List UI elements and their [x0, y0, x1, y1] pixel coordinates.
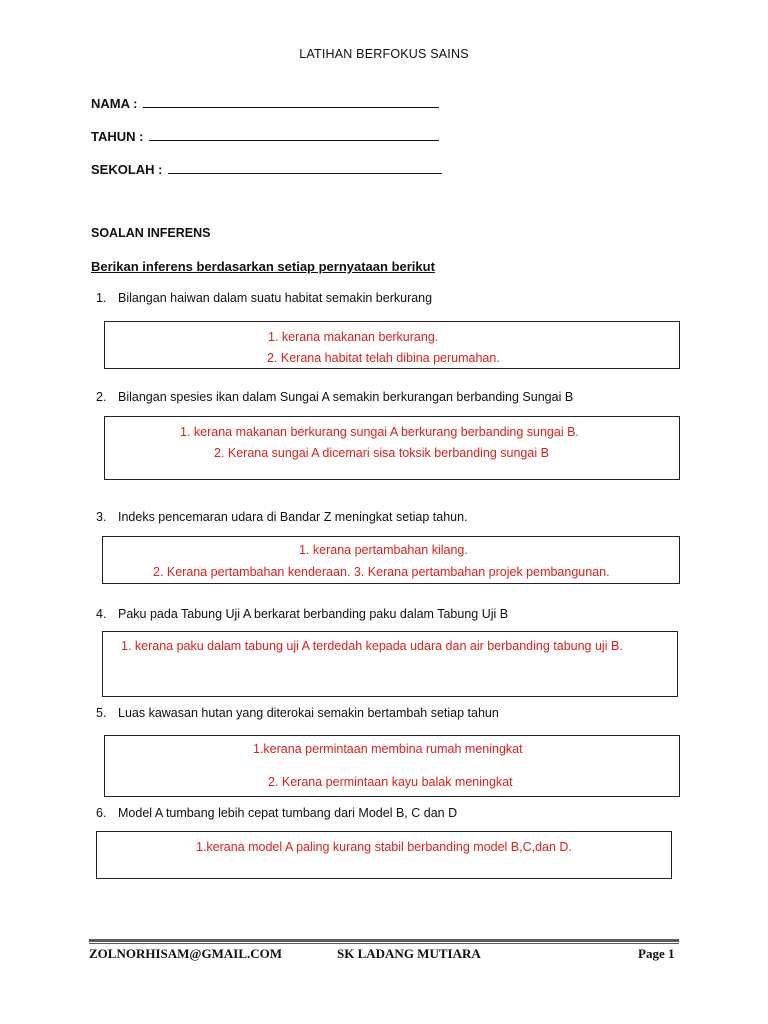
question-number: 4.	[96, 607, 107, 621]
footer-email: ZOLNORHISAM@GMAIL.COM	[89, 946, 283, 961]
answer-box-2[interactable]	[104, 416, 680, 480]
nama-label: NAMA :	[91, 96, 138, 111]
question-number: 6.	[96, 806, 107, 820]
question-number: 5.	[96, 706, 107, 720]
question-3	[96, 510, 468, 524]
question-text: Paku pada Tabung Uji A berkarat berbanding paku dalam Tabung Uji B	[118, 607, 509, 621]
sekolah-label: SEKOLAH :	[91, 162, 163, 177]
answer-line: 1. kerana pertambahan kilang.	[299, 543, 468, 557]
answer-line: 1.kerana permintaan membina rumah meningkat	[253, 742, 523, 756]
sekolah-blank-line[interactable]	[168, 161, 442, 174]
answer-box-4[interactable]	[102, 631, 678, 697]
sekolah-field	[91, 161, 442, 177]
answer-line: 1. kerana makanan berkurang sungai A berkurang berbanding sungai B.	[180, 425, 579, 439]
question-text: Bilangan haiwan dalam suatu habitat semakin berkurang	[118, 291, 433, 305]
question-number: 3.	[96, 510, 107, 524]
worksheet-title: LATIHAN BERFOKUS SAINS	[299, 47, 469, 61]
answer-line: 1.kerana model A paling kurang stabil berbanding model B,C,dan D.	[196, 840, 572, 854]
answer-line: 2. Kerana sungai A dicemari sisa toksik berbanding sungai B	[214, 446, 549, 460]
answer-line: 2. Kerana pertambahan kenderaan. 3. Kerana pertambahan projek pembangunan.	[153, 565, 610, 579]
footer-school: SK LADANG MUTIARA	[337, 946, 481, 961]
nama-field	[91, 95, 439, 111]
question-text: Indeks pencemaran udara di Bandar Z meningkat setiap tahun.	[118, 510, 468, 524]
question-number: 2.	[96, 390, 107, 404]
footer-rule	[89, 939, 679, 942]
answer-line: 2. Kerana habitat telah dibina perumahan.	[267, 351, 500, 365]
answer-box-1[interactable]	[104, 321, 680, 369]
footer-page-number: Page 1	[638, 946, 675, 961]
question-text: Bilangan spesies ikan dalam Sungai A semakin berkurangan berbanding Sungai B	[118, 390, 574, 404]
tahun-blank-line[interactable]	[149, 128, 439, 141]
answer-box-6[interactable]	[96, 831, 672, 879]
question-6	[96, 806, 457, 820]
answer-line: 1. kerana makanan berkurang.	[268, 330, 439, 344]
answer-box-5[interactable]	[104, 735, 680, 797]
question-text: Model A tumbang lebih cepat tumbang dari Model B, C dan D	[118, 806, 458, 820]
question-2	[96, 390, 573, 404]
question-number: 1.	[96, 291, 107, 305]
tahun-field	[91, 128, 439, 144]
nama-blank-line[interactable]	[143, 95, 439, 108]
answer-box-3[interactable]	[102, 536, 680, 584]
instruction: Berikan inferens berdasarkan setiap pernyataan berikut	[91, 259, 435, 274]
question-5	[96, 706, 499, 720]
footer-rule-thin	[89, 943, 679, 944]
question-text: Luas kawasan hutan yang diterokai semakin bertambah setiap tahun	[118, 706, 499, 720]
answer-line: 2. Kerana permintaan kayu balak meningkat	[268, 775, 513, 789]
tahun-label: TAHUN :	[91, 129, 144, 144]
answer-line: 1. kerana paku dalam tabung uji A terdedah kepada udara dan air berbanding tabung uji B.	[121, 639, 623, 653]
section-title: SOALAN INFERENS	[91, 226, 211, 240]
question-4	[96, 607, 508, 621]
question-1	[96, 291, 432, 305]
